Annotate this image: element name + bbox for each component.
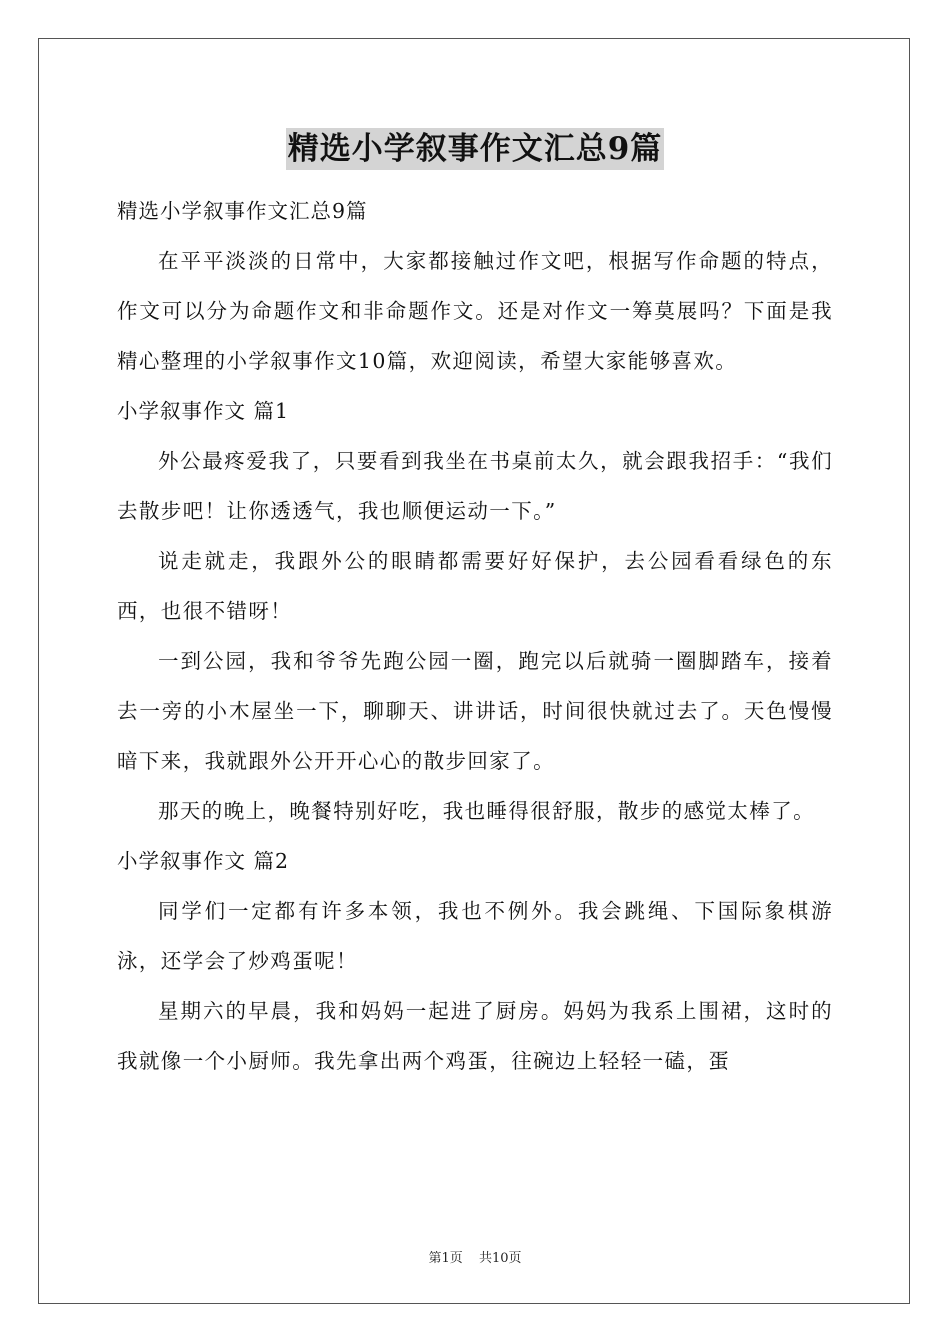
intro-paragraph: 在平平淡淡的日常中，大家都接触过作文吧，根据写作命题的特点，作文可以分为命题作文和非命题作文。还是对作文一筹莫展吗？下面是我精心整理的小学叙事作文10篇，欢迎阅读，希望大家能够喜欢。 <box>117 249 833 373</box>
page-total: 共10页 <box>478 1251 522 1266</box>
paragraph: 外公最疼爱我了，只要看到我坐在书桌前太久，就会跟我招手：“我们去散步吧！让你透透气，我也顺便运动一下。” <box>117 449 833 523</box>
paragraph: 那天的晚上，晚餐特别好吃，我也睡得很舒服，散步的感觉太棒了。 <box>158 799 815 823</box>
document-body <box>117 128 833 1086</box>
document-title-text: 精选小学叙事作文汇总9篇 <box>286 128 665 170</box>
section-heading: 小学叙事作文 篇2 <box>117 849 290 873</box>
page-number: 第1页 <box>428 1251 463 1266</box>
paragraph: 星期六的早晨，我和妈妈一起进了厨房。妈妈为我系上围裙，这时的我就像一个小厨师。我先拿出两个鸡蛋，往碗边上轻轻一磕，蛋 <box>117 999 833 1073</box>
document-subtitle: 精选小学叙事作文汇总9篇 <box>117 199 368 223</box>
paragraph: 同学们一定都有许多本领，我也不例外。我会跳绳、下国际象棋游泳，还学会了炒鸡蛋呢！ <box>117 899 833 973</box>
section-heading: 小学叙事作文 篇1 <box>117 399 290 423</box>
paragraph: 说走就走，我跟外公的眼睛都需要好好保护，去公园看看绿色的东西，也很不错呀！ <box>117 549 833 623</box>
paragraph: 一到公园，我和爷爷先跑公园一圈，跑完以后就骑一圈脚踏车，接着去一旁的小木屋坐一下，聊聊天、讲讲话，时间很快就过去了。天色慢慢暗下来，我就跟外公开开心心的散步回家了。 <box>117 649 833 773</box>
page-footer <box>0 1247 950 1266</box>
document-title <box>117 128 833 176</box>
